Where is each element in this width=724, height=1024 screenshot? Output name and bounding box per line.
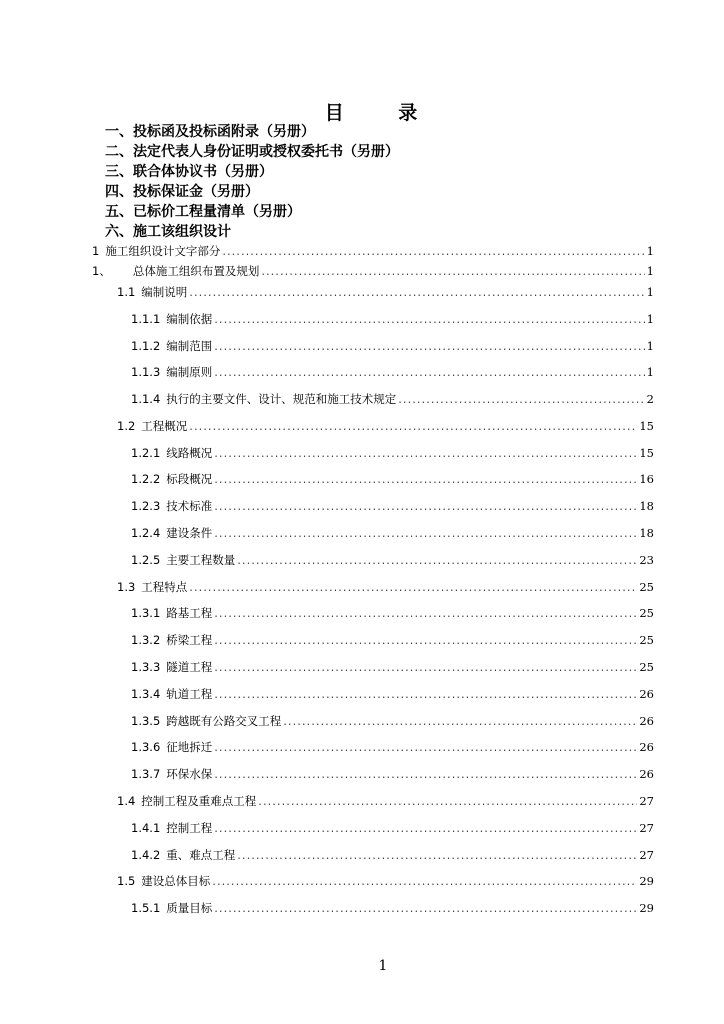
toc-number: 1.1 [117,285,136,299]
toc-page: 16 [639,472,654,486]
toc-page: 15 [639,446,654,460]
toc-text: 总体施工组织布置及规划 [132,264,260,278]
toc-text: 征地拆迁 [166,740,213,754]
toc-leader [214,739,637,755]
toc-leader [214,900,637,916]
toc-leader [214,498,637,514]
toc-number: 1.2 [117,419,136,433]
toc-leader [214,766,637,782]
toc-number: 1 [92,244,100,258]
toc-number: 1.1.2 [131,339,161,353]
toc-leader [214,311,644,327]
toc-text: 施工组织设计文字部分 [105,244,221,258]
toc-entry [131,391,654,407]
toc-text: 技术标准 [166,499,213,513]
toc-number: 1.2.2 [131,472,161,486]
toc-entry [131,686,654,702]
toc-page: 26 [639,740,654,754]
toc-leader [214,605,637,621]
toc-entry [117,579,654,595]
toc-number: 1.5 [117,874,136,888]
toc-text: 控制工程 [166,821,213,835]
toc-page: 25 [639,606,654,620]
toc-leader [237,552,637,568]
toc-leader [283,713,637,729]
toc-entry [117,793,654,809]
toc-text: 轨道工程 [166,687,213,701]
toc-entry [131,552,654,568]
toc-leader [189,418,637,434]
toc-entry [131,739,654,755]
toc-page: 1 [646,264,654,278]
toc-entry [131,605,654,621]
toc-text: 建设总体目标 [141,874,211,888]
page-title: 目 录 [324,102,442,124]
toc-text: 主要工程数量 [166,553,236,567]
toc-text: 编制范围 [166,339,213,353]
toc-text: 线路概况 [166,446,213,460]
toc-leader [258,793,637,809]
toc-entry [131,311,654,327]
toc-text: 标段概况 [166,472,213,486]
toc-page: 29 [639,874,654,888]
toc-text: 编制说明 [141,285,188,299]
toc-page: 1 [646,285,654,299]
toc-leader [261,263,644,279]
toc-entry [131,820,654,836]
toc-page: 1 [646,339,654,353]
toc-leader [237,847,637,863]
toc-number: 1.3.7 [131,767,161,781]
toc-page: 18 [639,499,654,513]
toc-leader [214,659,637,675]
toc-leader [212,873,637,889]
toc-number: 1.4.1 [131,821,161,835]
toc-number: 1.1.4 [131,392,161,406]
toc-leader [214,632,637,648]
toc-text: 隧道工程 [166,660,213,674]
toc-entry [131,659,654,675]
toc-entry [131,766,654,782]
page-number: 1 [378,958,388,974]
toc-text: 桥梁工程 [166,633,213,647]
toc-entry [131,900,654,916]
toc-entry [131,632,654,648]
toc-number: 1.2.5 [131,553,161,567]
toc-text: 控制工程及重难点工程 [141,794,257,808]
toc-text: 环保水保 [166,767,213,781]
toc-leader [398,391,644,407]
toc-leader [222,243,644,259]
section-heading: 六、施工该组织设计 [105,224,231,240]
toc-number: 1.4 [117,794,136,808]
section-heading: 一、投标函及投标函附录（另册） [105,124,315,140]
toc-entry [117,284,654,300]
toc-number: 1.4.2 [131,848,161,862]
toc-entry [131,445,654,461]
toc-entry [131,713,654,729]
toc-leader [214,686,637,702]
toc-entry [131,471,654,487]
toc-number: 1.3 [117,580,136,594]
toc-number: 1.2.1 [131,446,161,460]
toc-leader [214,338,644,354]
section-heading: 二、法定代表人身份证明或授权委托书（另册） [105,144,399,160]
toc-page: 29 [639,901,654,915]
toc-page: 27 [639,794,654,808]
section-heading: 四、投标保证金（另册） [105,184,259,200]
toc-number: 1、 [92,264,111,278]
toc-number: 1.5.1 [131,901,161,915]
toc-page: 25 [639,633,654,647]
toc-number: 1.3.6 [131,740,161,754]
toc-text: 工程特点 [141,580,188,594]
toc-number: 1.1.1 [131,312,161,326]
toc-page: 15 [639,419,654,433]
toc-number: 1.2.4 [131,526,161,540]
toc-page: 26 [639,687,654,701]
toc-number: 1.3.1 [131,606,161,620]
toc-entry [131,847,654,863]
section-list [105,122,399,242]
toc-page: 23 [639,553,654,567]
toc-page: 25 [639,580,654,594]
toc-text: 编制依据 [166,312,213,326]
toc-leader [214,820,637,836]
toc-text: 路基工程 [166,606,213,620]
toc-entry [131,498,654,514]
toc-page: 25 [639,660,654,674]
toc-leader [214,364,644,380]
toc-entry [92,243,654,259]
toc-entry [131,364,654,380]
toc-entry [92,263,654,279]
toc-leader [189,284,644,300]
toc-entry [117,418,654,434]
toc-leader [214,525,637,541]
toc-page: 26 [639,767,654,781]
toc-number: 1.3.2 [131,633,161,647]
toc-text: 建设条件 [166,526,213,540]
toc-page: 18 [639,526,654,540]
toc-page: 1 [646,244,654,258]
toc-entry [131,338,654,354]
toc-leader [214,471,637,487]
toc-number: 1.3.5 [131,714,161,728]
toc-entry [117,873,654,889]
toc-leader [214,445,637,461]
toc-entry [131,525,654,541]
toc-page: 1 [646,312,654,326]
toc-text: 工程概况 [141,419,188,433]
toc-page: 26 [639,714,654,728]
section-heading: 三、联合体协议书（另册） [105,164,273,180]
toc-number: 1.3.4 [131,687,161,701]
toc-page: 2 [646,392,654,406]
toc-page: 1 [646,365,654,379]
toc-text: 编制原则 [166,365,213,379]
toc-page: 27 [639,821,654,835]
toc-text: 质量目标 [166,901,213,915]
toc-leader [189,579,637,595]
toc-text: 执行的主要文件、设计、规范和施工技术规定 [166,392,397,406]
toc-text: 跨越既有公路交叉工程 [166,714,282,728]
toc-page: 27 [639,848,654,862]
toc-text: 重、难点工程 [166,848,236,862]
section-heading: 五、已标价工程量清单（另册） [105,204,301,220]
toc-number: 1.1.3 [131,365,161,379]
toc-number: 1.2.3 [131,499,161,513]
toc-number: 1.3.3 [131,660,161,674]
